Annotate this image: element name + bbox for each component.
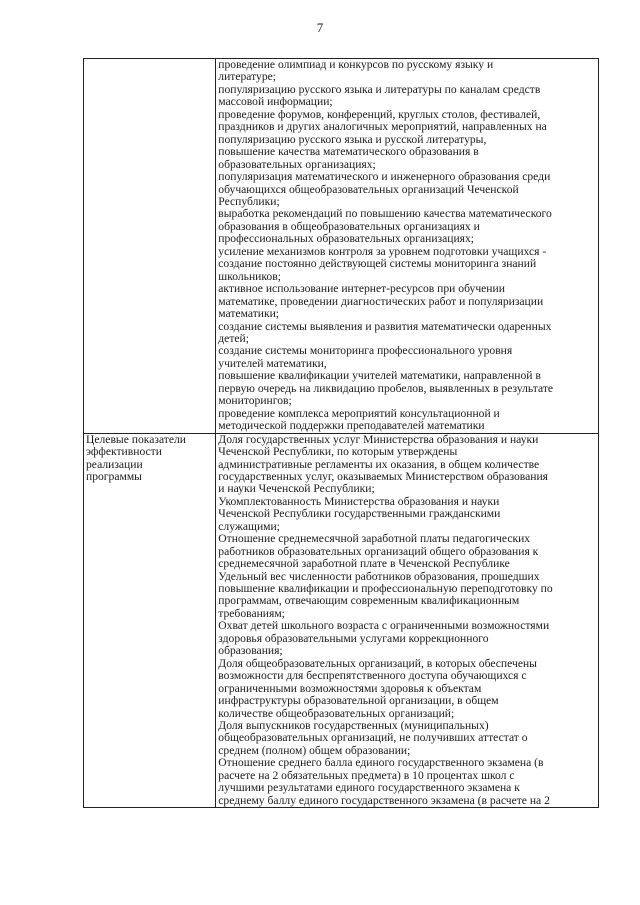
text-line: требованиям; (218, 607, 285, 620)
text-line: образовательных организациях; (218, 158, 376, 171)
text-line: первую очередь на ликвидацию пробелов, выявленных в результате (218, 382, 554, 395)
text-line: Укомплектованность Министерства образования и науки (218, 495, 500, 508)
text-line: среднем (полном) общем образовании; (218, 744, 411, 757)
text-line: мониторингов; (218, 395, 292, 408)
row-content-cell (216, 433, 599, 808)
text-line: математики; (218, 308, 280, 321)
text-line: школьников; (218, 270, 281, 283)
row-label-line: эффективности (86, 446, 162, 459)
text-line: проведение форумов, конференций, круглых столов, фестивалей, (218, 108, 541, 121)
text-line: Доля общеобразовательных организаций, в которых обеспечены (218, 657, 537, 670)
text-line: создание системы мониторинга профессионального уровня (218, 345, 513, 358)
table-row (84, 59, 599, 434)
text-line: литературе; (218, 71, 277, 84)
text-line: Охват детей школьного возраста с ограниченными возможностями (218, 620, 550, 633)
text-line: учителей математики, (218, 357, 327, 370)
row-label-line: реализации (86, 458, 143, 471)
text-line: образования в общеобразовательных организациях и (218, 220, 480, 233)
text-line: общеобразовательных организаций, не получивших аттестат о (218, 732, 528, 745)
text-line: повышение качества математического образования в (218, 146, 479, 159)
text-line: среднему баллу единого государственного экзамена (в расчете на 2 (218, 794, 550, 807)
program-table (83, 58, 599, 808)
text-line: усиление механизмов контроля за уровнем подготовки учащихся - (218, 245, 547, 258)
text-line: количестве общеобразовательных организаций; (218, 707, 455, 720)
text-line: детей; (218, 332, 249, 345)
text-line: инфраструктуры образовательной организации, в общем (218, 695, 499, 708)
text-line: Чеченской Республики государственными гражданскими (218, 508, 501, 521)
row-label-cell (84, 433, 216, 808)
text-line: Удельный вес численности работников образования, прошедших (218, 570, 540, 583)
text-line: служащими; (218, 520, 280, 533)
text-line: проведение олимпиад и конкурсов по русскому языку и (218, 59, 494, 71)
text-line: Чеченской Республики, по которым утверждены (218, 446, 458, 459)
row-label-line: Целевые показатели (86, 433, 186, 446)
text-line: математике, проведении диагностических работ и популяризации (218, 295, 544, 308)
text-line: создание системы выявления и развития математически одаренных (218, 320, 552, 333)
text-line: здоровья образовательными услугами коррекционного (218, 632, 489, 645)
text-line: среднемесячной заработной плате в Чеченской Республике (218, 558, 510, 571)
text-line: работников образовательных организаций общего образования к (218, 545, 539, 558)
table-row (84, 433, 599, 808)
text-line: Республики; (218, 195, 280, 208)
text-line: Отношение среднемесячной заработной платы педагогических (218, 533, 531, 546)
text-line: лучшими результатами единого государственного экзамена к (218, 782, 520, 795)
text-line: создание постоянно действующей системы мониторинга знаний (218, 258, 537, 271)
text-line: образования; (218, 645, 283, 658)
text-line: обучающихся общеобразовательных организаций Чеченской (218, 183, 519, 196)
text-line: и науки Чеченской Республики; (218, 483, 375, 496)
text-line: программам, отвечающим современным квалификационным (218, 595, 520, 608)
text-line: проведение комплекса мероприятий консультационной и (218, 407, 500, 420)
text-line: выработка рекомендаций по повышению качества математического (218, 208, 552, 221)
text-line: расчете на 2 обязательных предмета) в 10 процентах школ с (218, 769, 515, 782)
text-line: возможности для беспрепятственного доступа обучающихся с (218, 670, 527, 683)
row-label-line: программы (86, 470, 142, 483)
text-line: популяризацию русского языка и русской литературы, (218, 133, 487, 146)
text-line: административные регламенты их оказания, в общем количестве (218, 458, 540, 471)
text-line: Доля выпускников государственных (муниципальных) (218, 720, 489, 733)
row-label-cell (84, 59, 216, 434)
text-line: повышение квалификации и профессиональную переподготовку по (218, 583, 553, 596)
text-line: Доля государственных услуг Министерства образования и науки (218, 433, 539, 446)
page-number: 7 (316, 20, 324, 35)
text-line: популяризация математического и инженерного образования среди (218, 171, 551, 184)
text-line: ограниченными возможностями здоровья к объектам (218, 682, 482, 695)
text-line: методической поддержки преподавателей математики (218, 420, 485, 433)
text-line: активное использование интернет-ресурсов при обучении (218, 283, 505, 296)
text-line: профессиональных образовательных организациях; (218, 233, 475, 246)
row-content-cell (216, 59, 599, 434)
text-line: популяризацию русского языка и литературы по каналам средств (218, 83, 541, 96)
text-line: массовой информации; (218, 96, 333, 109)
text-line: государственных услуг, оказываемых Министерством образования (218, 470, 549, 483)
text-line: праздников и других аналогичных мероприятий, направленных на (218, 121, 547, 134)
text-line: Отношение среднего балла единого государственного экзамена (в (218, 757, 544, 770)
text-line: повышение квалификации учителей математики, направленной в (218, 370, 541, 383)
